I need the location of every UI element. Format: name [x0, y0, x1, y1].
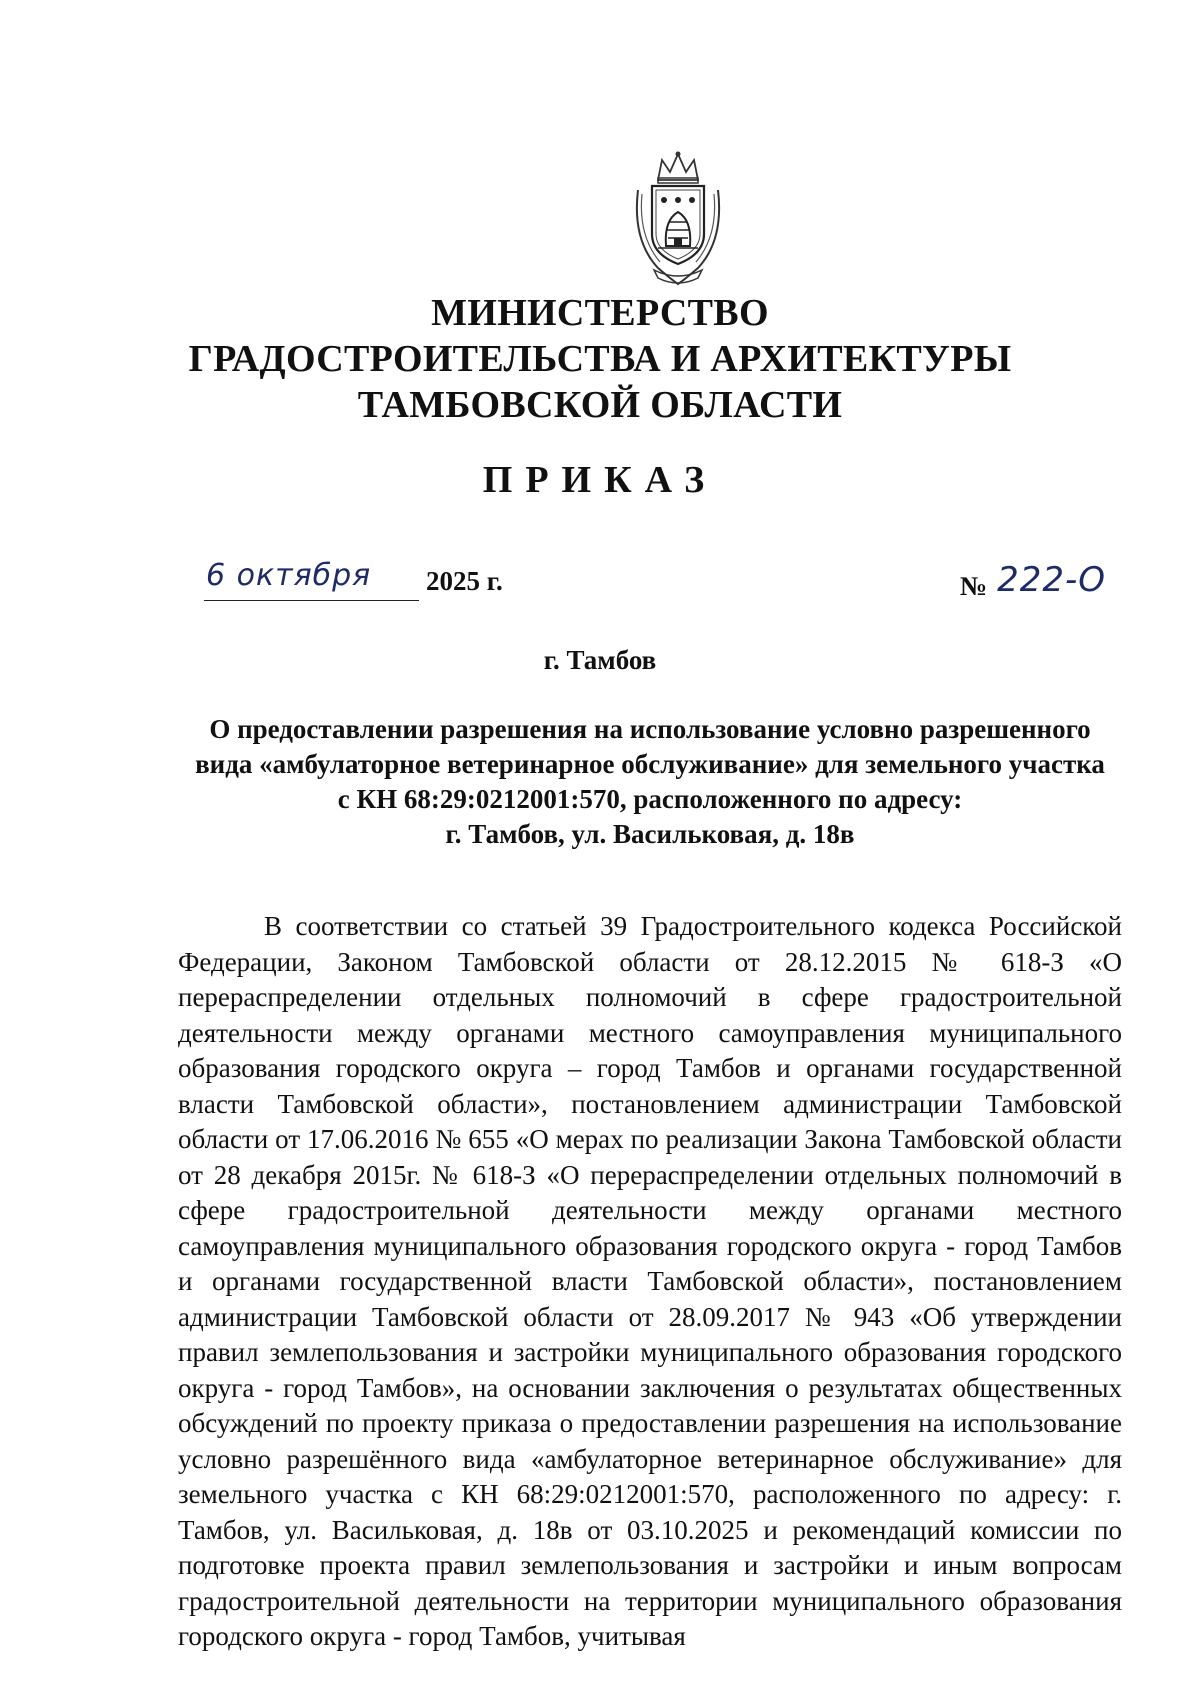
date-field: [204, 560, 419, 601]
city-name: г. Тамбов: [543, 645, 657, 675]
body-paragraph: В соответствии со статьей 39 Градостроительного кодекса Российской Федерации, Законом Тамбовской области от 28.12.2015 № 618-З «О перераспределении отдельных полномочий в сфере градостроительной деятельности между органами местного самоуправления муниципального образования городского округа – город Тамбов и органами государственной власти Тамбовской области», постановлением администрации Тамбовской области от 17.06.2016 № 655 «О мерах по реализации Закона Тамбовской области от 28 декабря 2015г. № 618-З «О перераспределении отдельных полномочий в сфере градостроительной деятельности между органами местного самоуправления муниципального образования городского округа - город Тамбов и органами государственной власти Тамбовской области», постановлением администрации Тамбовской области от 28.09.2017 № 943 «Об утверждении правил землепользования и застройки муниципального образования городского округа - город Тамбов», на основании заключения о результатах общественных обсуждений по проекту приказа о предоставлении разрешения на использование условно разрешённого вида «амбулаторное ветеринарное обслуживание» для земельного участка с КН 68:29:0212001:570, расположенного по адресу: г. Тамбов, ул. Васильковая, д. 18в от 03.10.2025 и рекомендаций комиссии по подготовке проекта правил землепользования и застройки и иным вопросам градостроительной деятельности на территории муниципального образования городского округа - город Тамбов, учитывая: [178, 911, 1122, 1651]
subject-line-4: г. Тамбов, ул. Васильковая, д. 18в: [445, 819, 855, 849]
ministry-line-1: МИНИСТЕРСТВО: [431, 292, 769, 334]
order-number: [960, 560, 1106, 600]
ministry-line-3: ТАМБОВСКОЙ ОБЛАСТИ: [357, 384, 843, 426]
handwritten-number: 222-О: [997, 560, 1106, 600]
subject-line-1: О предоставлении разрешения на использование условно разрешенного: [209, 714, 1091, 744]
date-year: 2025 г.: [426, 566, 503, 596]
subject-line-3: с КН 68:29:0212001:570, расположенного по адресу:: [337, 784, 963, 814]
number-sign: №: [959, 571, 988, 601]
ministry-name: [0, 290, 1200, 428]
handwritten-date: 6 октября: [206, 558, 372, 593]
ministry-line-2: ГРАДОСТРОИТЕЛЬСТВА И АРХИТЕКТУРЫ: [188, 338, 1012, 380]
order-subject: [170, 712, 1130, 852]
coat-of-arms-icon: [628, 150, 728, 290]
document-type-title: ПРИКАЗ: [482, 459, 718, 501]
subject-line-2: вида «амбулаторное ветеринарное обслуживание» для земельного участка: [195, 749, 1105, 779]
date-number-row: [190, 560, 1120, 610]
